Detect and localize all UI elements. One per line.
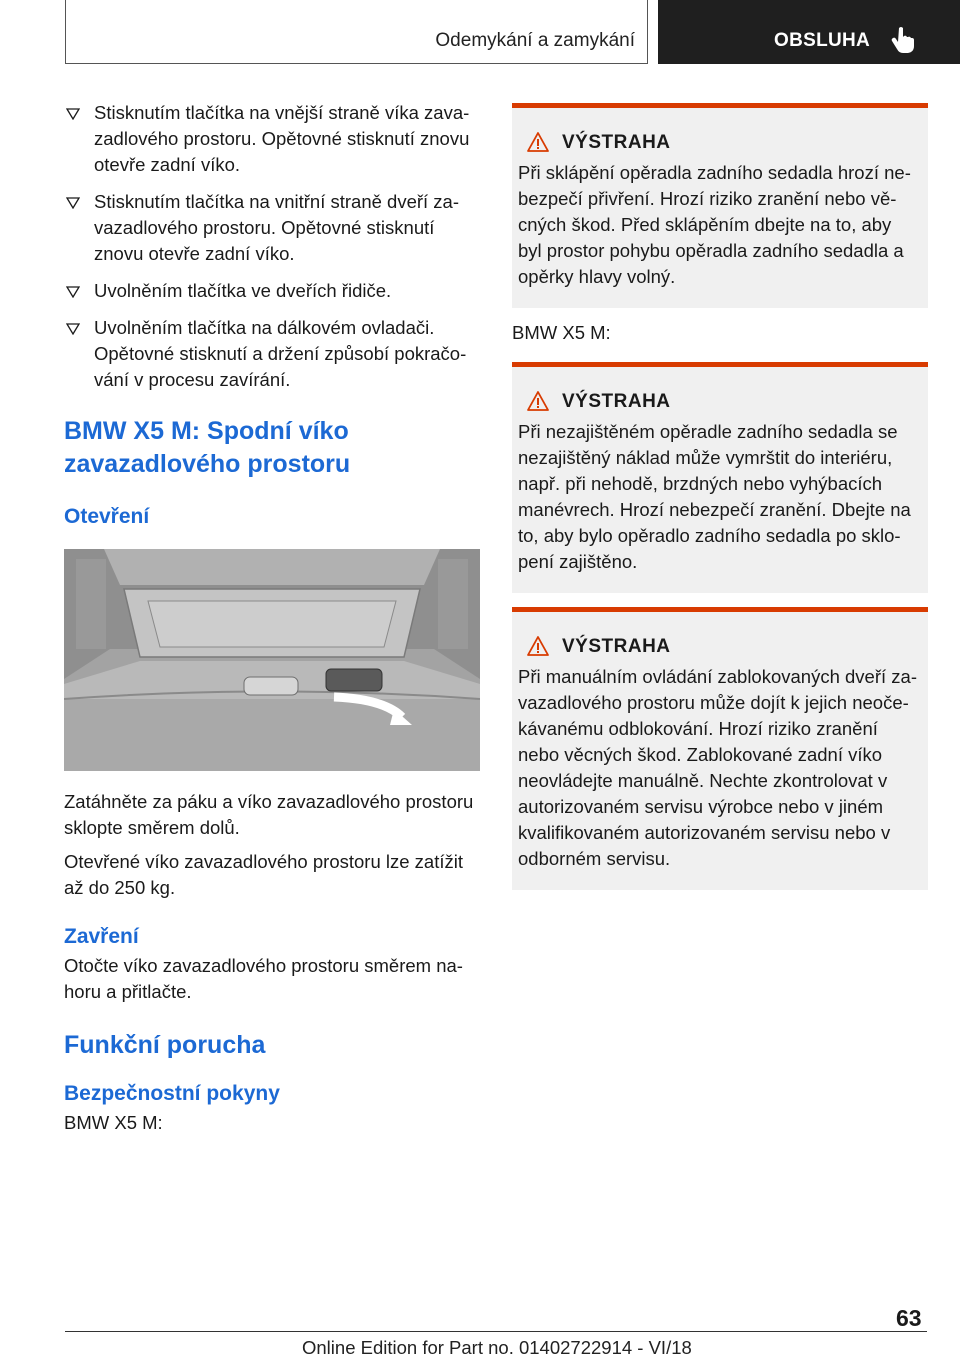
warning-triangle-icon [526, 131, 550, 153]
subheading-open: Otevření [64, 505, 150, 528]
list-item [64, 315, 482, 393]
left-column [64, 100, 482, 1136]
list-item [64, 100, 482, 178]
warning-title [562, 389, 920, 415]
warning-text: Při sklápění opěradla zadního sedadla hrozí ne-bezpečí přivření. Hrozí riziko zranění nebo vě-cných škod. Před sklápěním dbejte na to, aby byl prostor pohybu opěradla zadního sedadla a opěrky hlavy volný. [518, 162, 911, 287]
page-number: 63 [896, 1305, 922, 1331]
warning-box [512, 362, 928, 593]
chapter-tab[interactable] [658, 0, 960, 64]
model-label-right: BMW X5 M: [512, 322, 611, 343]
warning-text: Při manuálním ovládání zablokovaných dveří za-vazadlového prostoru může dojít k jejich neoče-kávanému odblokování. Hrozí riziko zranění nebo věcných škod. Zablokované zadní víko neovládejte manuálně. Nechte zkontrolovat v autorizovaném servisu výrobce nebo v jiném kvalifikovaném autorizovaném servisu nebo v odborném servisu. [518, 666, 917, 869]
trunk-floor-illustration [64, 549, 480, 771]
subheading-safety: Bezpečnostní pokyny [64, 1082, 280, 1105]
warning-triangle-icon [526, 390, 550, 412]
heading-fault: Funkční porucha [64, 1031, 266, 1059]
bullet-triangle-icon [66, 323, 80, 335]
warning-title-text: VÝSTRAHA [562, 636, 671, 657]
list-item [64, 278, 482, 304]
paragraph-close: Otočte víko zavazadlového prostoru směrem na-horu a přitlačte. [64, 955, 463, 1002]
list-item [64, 189, 482, 267]
list-item-text: Stisknutím tlačítka na vnitřní straně dveří za-vazadlového prostoru. Opětovné stisknutí znovu otevře zadní víko. [94, 191, 460, 264]
warning-triangle-icon [526, 635, 550, 657]
section-title: Odemykání a zamykání [435, 30, 635, 51]
bullet-triangle-icon [66, 197, 80, 209]
footer-edition: Online Edition for Part no. 01402722914 - VI/18 [302, 1337, 692, 1358]
warning-title [562, 130, 920, 156]
bullet-triangle-icon [66, 286, 80, 298]
list-item-text: Uvolněním tlačítka na dálkovém ovladači. Opětovné stisknutí a držení způsobí pokračo-vání v procesu zavírání. [94, 317, 467, 390]
chapter-tab-label: OBSLUHA [774, 30, 871, 51]
bullet-triangle-icon [66, 108, 80, 120]
warning-box [512, 103, 928, 308]
paragraph-open-2: Otevřené víko zavazadlového prostoru lze zatížit až do 250 kg. [64, 851, 463, 898]
warning-title-text: VÝSTRAHA [562, 132, 671, 153]
right-column [512, 103, 928, 890]
warning-title-text: VÝSTRAHA [562, 391, 671, 412]
list-item-text: Uvolněním tlačítka ve dveřích řidiče. [94, 280, 392, 301]
paragraph-open-1: Zatáhněte za páku a víko zavazadlového prostoru sklopte směrem dolů. [64, 791, 474, 838]
warning-box [512, 607, 928, 890]
list-item-text: Stisknutím tlačítka na vnější straně víka zava-zadlového prostoru. Opětovné stisknutí znovu otevře zadní víko. [94, 102, 470, 175]
warning-text: Při nezajištěném opěradle zadního sedadla se nezajištěný náklad může vymrštit do interiéru, např. při nehodě, brzdných nebo vyhýbacích manévrech. Hrozí nebezpečí zranění. Dbejte na to, aby bylo opěradlo zadního sedadla po sklo-pení zajištěno. [518, 421, 911, 572]
trunk-floor-drawing [64, 549, 480, 771]
header-section-box [65, 0, 648, 64]
section-heading: BMW X5 M: Spodní víko zavazadlového prostoru [64, 417, 351, 478]
footer-divider [65, 1331, 927, 1332]
warning-title [562, 634, 920, 660]
model-label-left: BMW X5 M: [64, 1112, 163, 1133]
subheading-close: Zavření [64, 925, 139, 948]
hand-pointer-icon [890, 26, 916, 54]
